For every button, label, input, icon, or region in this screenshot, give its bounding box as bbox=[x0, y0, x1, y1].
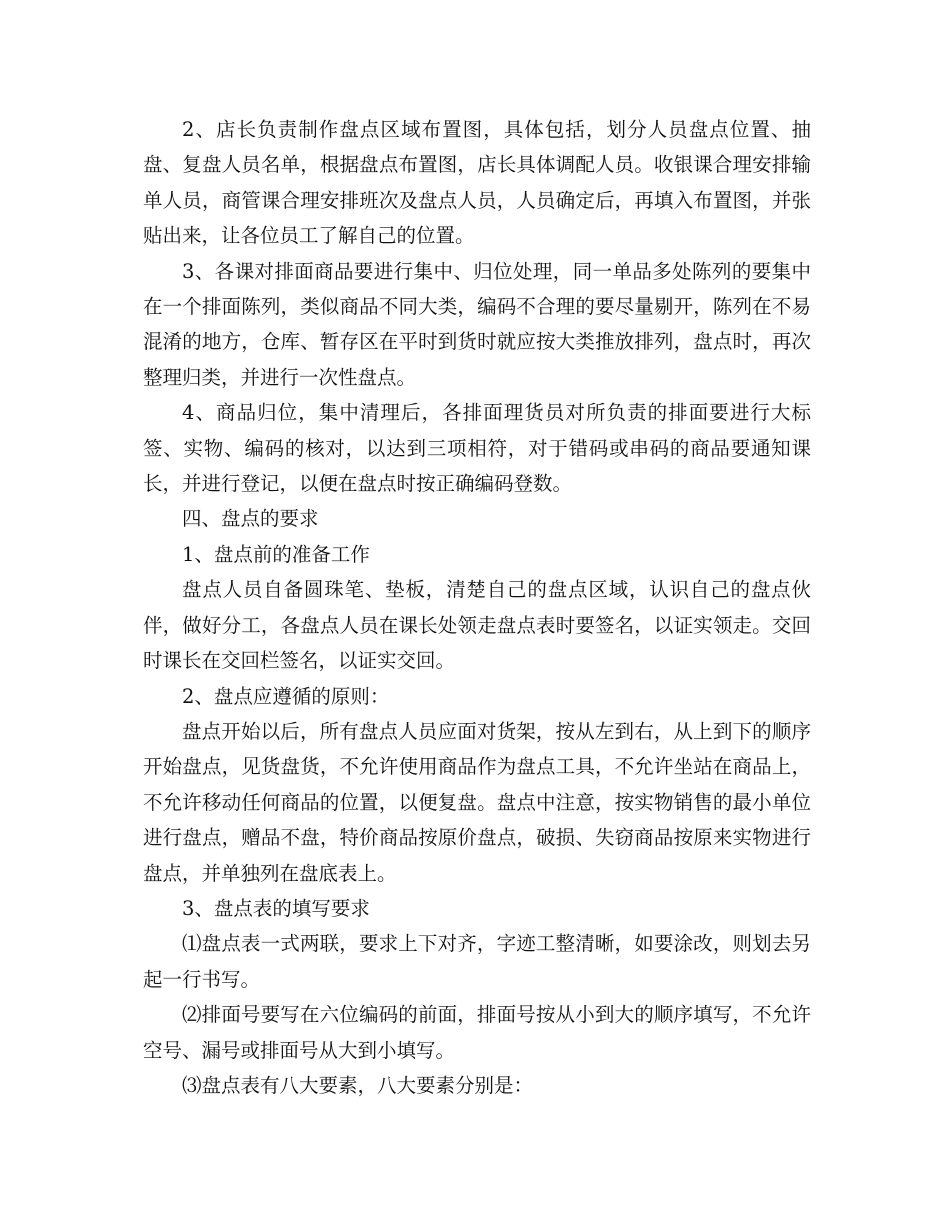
paragraph-preparation-details: 盘点人员自备圆珠笔、垫板，清楚自己的盘点区域，认识自己的盘点伙伴，做好分工，各盘点人员在课长处领走盘点表时要签名，以证实领走。交回时课长在交回栏签名，以证实交回。 bbox=[143, 578, 811, 673]
paragraph-store-manager-layout: 2、店长负责制作盘点区域布置图，具体包括，划分人员盘点位置、抽盘、复盘人员名单，根据盘点布置图，店长具体调配人员。收银课合理安排输单人员，商管课合理安排班次及盘点人员，人员确定后，再填入布置图，并张贴出来，让各位员工了解自己的位置。 bbox=[143, 118, 811, 248]
subheading-principles: 2、盘点应遵循的原则： bbox=[182, 684, 390, 708]
subheading-form-requirements: 3、盘点表的填写要求 bbox=[182, 896, 370, 920]
paragraph-principles-details: 盘点开始以后，所有盘点人员应面对货架，按从左到右，从上到下的顺序开始盘点，见货盘货，不允许使用商品作为盘点工具，不允许坐站在商品上，不允许移动任何商品的位置，以便复盘。盘点中注意，按实物销售的最小单位进行盘点，赠品不盘，特价商品按原价盘点，破损、失窃商品按原来实物进行盘点，并单独列在盘底表上。 bbox=[143, 719, 811, 885]
paragraph-display-consolidation: 3、各课对排面商品要进行集中、归位处理，同一单品多处陈列的要集中在一个排面陈列，类似商品不同大类，编码不合理的要尽量剔开，陈列在不易混淆的地方，仓库、暂存区在平时到货时就应按大类推放排列，盘点时，再次整理归类，并进行一次性盘点。 bbox=[143, 259, 811, 389]
document-body bbox=[143, 112, 811, 1103]
section-heading-inventory-requirements: 四、盘点的要求 bbox=[182, 507, 319, 531]
list-item-eight-elements: ⑶盘点表有八大要素，八大要素分别是： bbox=[182, 1073, 534, 1097]
list-item-form-copies: ⑴盘点表一式两联，要求上下对齐，字迹工整清晰，如要涂改，则划去另起一行书写。 bbox=[143, 932, 811, 991]
paragraph-item-verification: 4、商品归位，集中清理后，各排面理货员对所负责的排面要进行大标签、实物、编码的核对，以达到三项相符，对于错码或串码的商品要通知课长，并进行登记，以便在盘点时按正确编码登数。 bbox=[143, 401, 811, 496]
subheading-preparation: 1、盘点前的准备工作 bbox=[182, 542, 370, 566]
list-item-shelf-number: ⑵排面号要写在六位编码的前面，排面号按从小到大的顺序填写，不允许空号、漏号或排面号从大到小填写。 bbox=[143, 1003, 811, 1062]
